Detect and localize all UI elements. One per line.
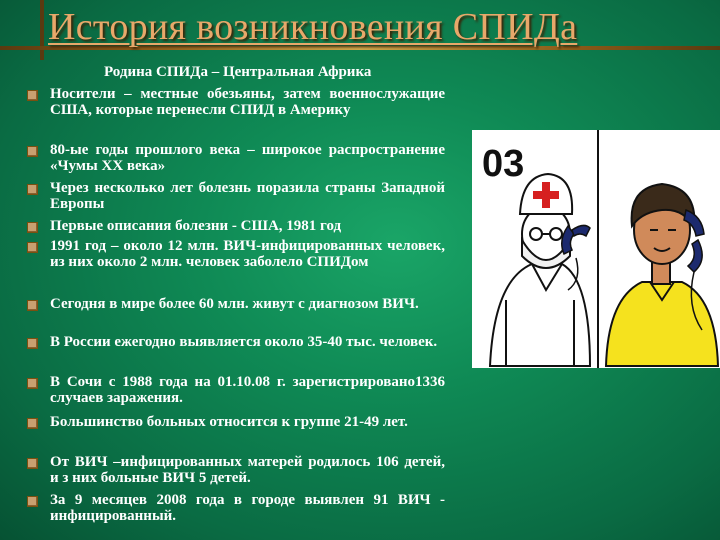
bullet-icon	[27, 184, 38, 195]
phone-number-text: 03	[482, 143, 525, 185]
bullet-icon	[27, 242, 38, 253]
list-item-text: 1991 год – около 12 млн. ВИЧ-инфицированных человек, из них около 2 млн. человек заболело СПИДом	[50, 238, 445, 270]
bullet-icon	[27, 458, 38, 469]
bullet-icon	[27, 418, 38, 429]
slide-title: История возникновения СПИДа	[48, 6, 578, 48]
caller-figure	[606, 184, 718, 366]
list-item-text: В России ежегодно выявляется около 35-40 тыс. человек.	[50, 334, 438, 350]
list-item-text: 80-ые годы прошлого века – широкое распространение «Чумы XX века»	[50, 142, 445, 174]
bullet-icon	[27, 378, 38, 389]
illustration-svg	[472, 130, 720, 368]
intro-line: Родина СПИДа – Центральная Африка	[104, 64, 372, 80]
list-item-text: Сегодня в мире более 60 млн. живут с диагнозом ВИЧ.	[50, 296, 419, 312]
list-item-text: Носители – местные обезьяны, затем военнослужащие США, которые перенесли СПИД в Америку	[50, 86, 445, 118]
doctor-figure	[490, 174, 590, 366]
bullet-icon	[27, 300, 38, 311]
title-accent-bar-vertical	[40, 0, 44, 60]
list-item-text: От ВИЧ –инфицированных матерей родилось 106 детей, и з них больные ВИЧ 5 детей.	[50, 454, 445, 486]
bullet-icon	[27, 222, 38, 233]
list-item-text: Большинство больных относится к группе 21-49 лет.	[50, 414, 408, 430]
bullet-icon	[27, 496, 38, 507]
list-item-text: За 9 месяцев 2008 года в городе выявлен 91 ВИЧ - инфицированный.	[50, 492, 445, 524]
emergency-call-illustration	[472, 130, 720, 368]
bullet-icon	[27, 90, 38, 101]
list-item-text: Первые описания болезни - США, 1981 год	[50, 218, 342, 234]
bullet-icon	[27, 338, 38, 349]
bullet-icon	[27, 146, 38, 157]
list-item-text: В Сочи с 1988 года на 01.10.08 г. зарегистрировано1336 случаев заражения.	[50, 374, 445, 406]
list-item-text: Через несколько лет болезнь поразила страны Западной Европы	[50, 180, 445, 212]
